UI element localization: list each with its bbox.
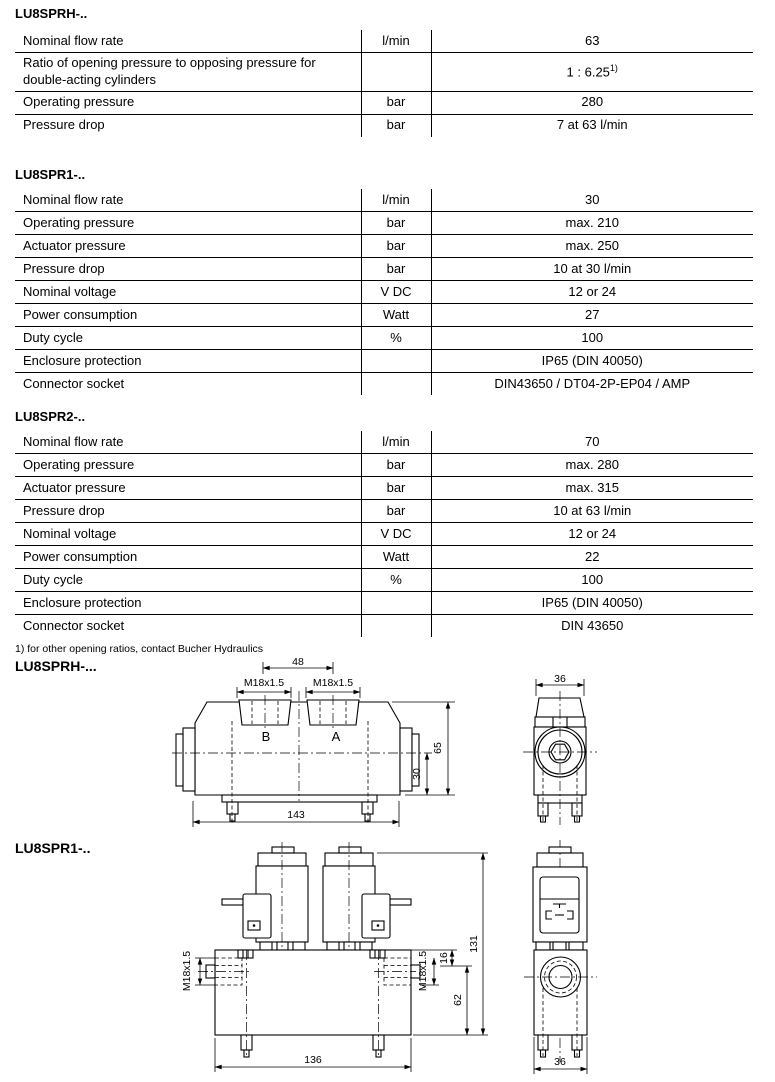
cable-spade-left <box>222 899 243 905</box>
unit-cell: bar <box>361 114 431 137</box>
dim-48-label: 48 <box>292 656 304 668</box>
dim-136-label: 136 <box>304 1054 322 1066</box>
value-cell: 63 <box>431 30 753 53</box>
spec-row <box>15 546 753 569</box>
dim-16-label: 16 <box>438 952 450 964</box>
param-cell: Pressure drop <box>15 500 361 523</box>
param-cell: Nominal voltage <box>15 281 361 304</box>
unit-cell <box>361 350 431 373</box>
unit-cell <box>361 615 431 638</box>
value-cell: 12 or 24 <box>431 281 753 304</box>
unit-cell: Watt <box>361 304 431 327</box>
thread-left-label: M18x1.5 <box>243 677 285 689</box>
unit-cell: l/min <box>361 189 431 212</box>
unit-cell: % <box>361 327 431 350</box>
unit-cell: bar <box>361 477 431 500</box>
spec-row <box>15 569 753 592</box>
param-cell: Nominal voltage <box>15 523 361 546</box>
unit-cell: % <box>361 569 431 592</box>
side-view <box>524 840 597 1074</box>
port-a-label: A <box>331 729 341 744</box>
param-cell: Connector socket <box>23 617 125 633</box>
param-cell: Enclosure protection <box>15 350 361 373</box>
param-cell: Power consumption <box>15 546 361 569</box>
param-cell: Nominal flow rate <box>15 431 361 454</box>
spec-row <box>15 212 753 235</box>
port-b-label: B <box>261 729 271 744</box>
spec-row <box>15 431 753 454</box>
drawing-lu8sprh <box>0 655 775 840</box>
param-cell: Duty cycle <box>15 327 361 350</box>
value-cell: IP65 (DIN 40050) <box>431 350 753 373</box>
spec-row <box>15 53 753 92</box>
param-cell: Nominal flow rate <box>15 189 361 212</box>
value-cell: 100 <box>431 569 753 592</box>
unit-cell: bar <box>361 212 431 235</box>
value-cell: 1 : 6.25$^{1)}$ <box>431 53 753 92</box>
unit-cell <box>361 373 431 396</box>
unit-cell: Watt <box>361 546 431 569</box>
spec-row <box>15 500 753 523</box>
dim-65-label: 65 <box>432 742 444 754</box>
value-cell: 280 <box>431 91 753 114</box>
param-cell: Enclosure protection <box>15 592 361 615</box>
unit-cell: bar <box>361 258 431 281</box>
spec-row <box>15 258 753 281</box>
thread-right-label: M18x1.5 <box>417 950 429 992</box>
spec-row <box>15 235 753 258</box>
footnote: 1) for other opening ratios, contact Bucher Hydraulics <box>15 643 264 655</box>
value-cell: IP65 (DIN 40050) <box>431 592 753 615</box>
din-connector-left <box>243 894 271 938</box>
param-cell: Operating pressure <box>15 454 361 477</box>
unit-cell: bar <box>361 454 431 477</box>
section-heading-lu8sprh: LU8SPRH-.. <box>15 6 88 21</box>
dim-36-label: 36 <box>554 673 566 685</box>
value-cell: 70 <box>431 431 753 454</box>
spec-row <box>15 30 753 53</box>
unit-cell: bar <box>361 500 431 523</box>
unit-cell <box>361 592 431 615</box>
param-cell: Power consumption <box>15 304 361 327</box>
unit-cell: V DC <box>361 281 431 304</box>
param-cell: Duty cycle <box>15 569 361 592</box>
spec-row <box>15 592 753 615</box>
param-cell: Nominal flow rate <box>15 30 361 53</box>
value-cell: 22 <box>431 546 753 569</box>
spec-table-lu8sprh <box>15 30 753 137</box>
value-cell: DIN43650 / DT04-2P-EP04 / AMP <box>494 375 691 391</box>
spec-row <box>15 91 753 114</box>
spec-row <box>15 189 753 212</box>
section-heading-lu8spr2: LU8SPR2-.. <box>15 409 86 424</box>
drawing-heading-lu8sprh: LU8SPRH-... <box>15 658 97 674</box>
dim-62-label: 62 <box>452 994 464 1006</box>
param-cell: Actuator pressure <box>15 235 361 258</box>
param-cell: Actuator pressure <box>15 477 361 500</box>
footnote-ref: 1) <box>609 62 618 73</box>
value-cell: 30 <box>431 189 753 212</box>
spec-row <box>15 350 753 373</box>
value-cell: 10 at 63 l/min <box>431 500 753 523</box>
value-cell: DIN 43650 <box>561 617 624 633</box>
param-cell: Operating pressure <box>15 91 361 114</box>
unit-cell: l/min <box>361 30 431 53</box>
value-cell: 12 or 24 <box>431 523 753 546</box>
value-cell: 100 <box>431 327 753 350</box>
param-cell: Pressure drop <box>23 117 105 133</box>
thread-right-label: M18x1.5 <box>312 677 354 689</box>
unit-cell: l/min <box>361 431 431 454</box>
param-cell: Ratio of opening pressure to opposing pressure for double-acting cylinders <box>15 53 361 92</box>
front-view <box>172 656 455 827</box>
drawing-lu8spr1 <box>0 838 775 1082</box>
spec-row <box>15 523 753 546</box>
value-cell: max. 315 <box>431 477 753 500</box>
value-cell: 7 at 63 l/min <box>556 117 628 133</box>
spec-row <box>15 454 753 477</box>
param-cell: Connector socket <box>23 375 125 391</box>
din-connector-right <box>362 894 390 938</box>
param-cell: Operating pressure <box>15 212 361 235</box>
spec-row <box>15 281 753 304</box>
spec-table-lu8spr1 <box>15 189 753 395</box>
dim-131-label: 131 <box>468 935 480 953</box>
value-cell: max. 210 <box>431 212 753 235</box>
spec-row <box>15 373 753 396</box>
value-cell: 27 <box>431 304 753 327</box>
value-cell: max. 280 <box>431 454 753 477</box>
section-heading-lu8spr1: LU8SPR1-.. <box>15 167 86 182</box>
dim-30-label: 30 <box>411 768 423 780</box>
value-cell: max. 250 <box>431 235 753 258</box>
spec-row <box>15 327 753 350</box>
value-cell: 10 at 30 l/min <box>431 258 753 281</box>
spec-row <box>15 615 753 638</box>
param-cell: Pressure drop <box>15 258 361 281</box>
unit-cell <box>361 53 431 92</box>
dim-143-label: 143 <box>287 809 305 821</box>
front-view <box>181 842 488 1072</box>
side-view <box>523 673 597 825</box>
spec-row <box>15 477 753 500</box>
spec-table-lu8spr2 <box>15 431 753 637</box>
unit-cell: V DC <box>361 523 431 546</box>
drawing-heading-lu8spr1: LU8SPR1-.. <box>15 840 91 856</box>
dim-36-label: 36 <box>554 1056 566 1068</box>
thread-left-label: M18x1.5 <box>181 950 193 992</box>
unit-cell: bar <box>361 91 431 114</box>
cable-spade-right <box>390 899 411 905</box>
spec-row <box>15 304 753 327</box>
spec-row <box>15 114 753 137</box>
unit-cell: bar <box>361 235 431 258</box>
